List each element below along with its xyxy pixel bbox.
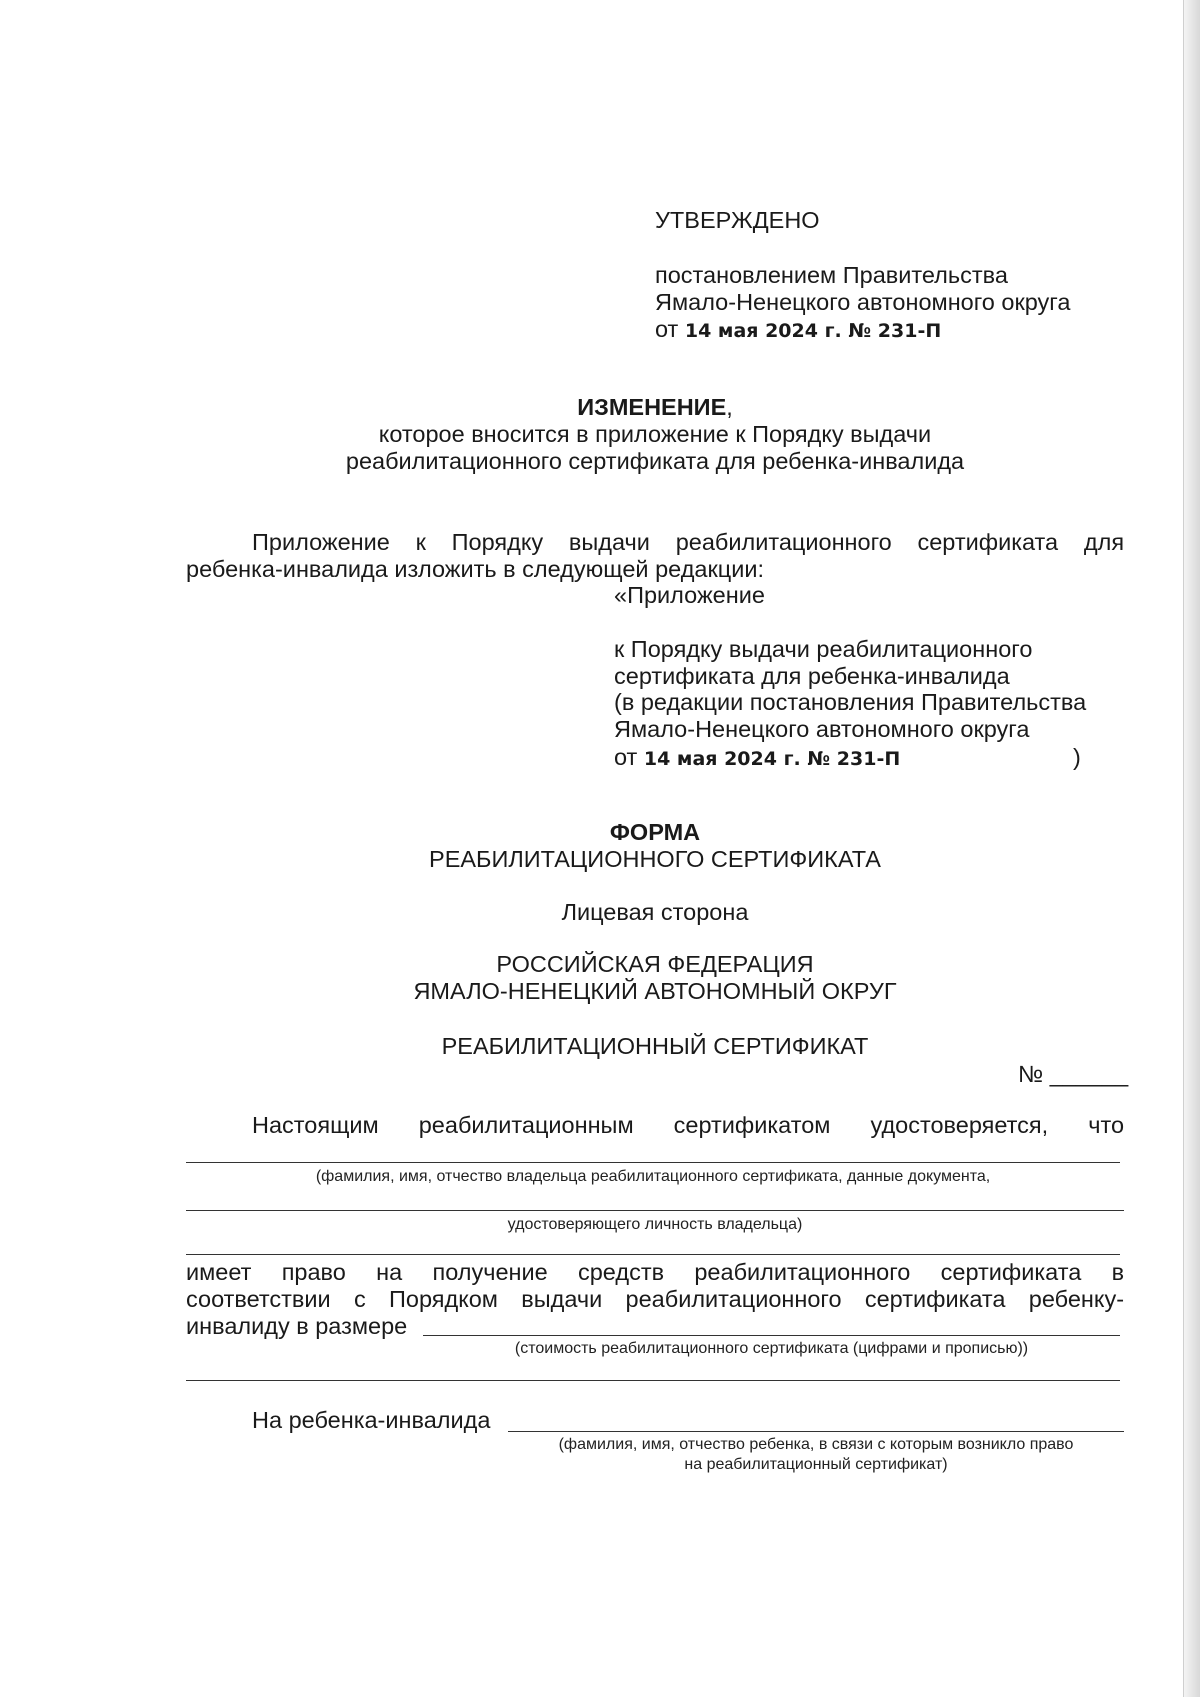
intro-line-2: ребенка-инвалида изложить в следующей редакции: xyxy=(186,556,764,582)
intro-word: выдачи xyxy=(568,529,650,555)
appendix-line-2: сертификата для ребенка-инвалида xyxy=(614,663,1010,689)
amount-blank-line xyxy=(423,1335,1120,1336)
rights-word: средств xyxy=(577,1259,665,1285)
rights-word: реабилитационного xyxy=(625,1286,842,1312)
intro-word: Приложение xyxy=(252,529,390,555)
certify-word: что xyxy=(1088,1112,1125,1138)
approval-line-1: постановлением Правительства xyxy=(655,262,1008,288)
change-heading-title: ИЗМЕНЕНИЕ xyxy=(577,394,727,420)
rights-word: с xyxy=(353,1286,366,1312)
rights-line-3: инвалиду в размере xyxy=(186,1313,408,1339)
rights-word: сертификата xyxy=(940,1259,1082,1285)
approval-date-line xyxy=(655,316,941,345)
form-title: ФОРМА xyxy=(609,819,701,845)
form-certificate-title: РЕАБИЛИТАЦИОННЫЙ СЕРТИФИКАТ xyxy=(441,1033,869,1059)
page-edge xyxy=(1184,0,1200,1697)
appendix-date-prefix: от xyxy=(614,744,638,770)
owner-caption-1: (фамилия, имя, отчество владельца реабилитационного сертификата, данные документа, xyxy=(315,1168,991,1185)
child-caption-1: (фамилия, имя, отчество ребенка, в связи с которым возникло право xyxy=(558,1436,1074,1453)
rights-word: соответствии xyxy=(186,1286,331,1312)
change-heading xyxy=(186,394,1124,421)
appendix-title: «Приложение xyxy=(614,582,765,608)
amount-blank-line-2 xyxy=(186,1380,1120,1381)
certify-line xyxy=(252,1112,1124,1139)
approval-date-prefix: от xyxy=(655,316,679,342)
certify-word: удостоверяется, xyxy=(870,1112,1049,1138)
form-subtitle: РЕАБИЛИТАЦИОННОГО СЕРТИФИКАТА xyxy=(429,846,881,872)
rights-word: ребенку- xyxy=(1028,1286,1125,1312)
intro-word: реабилитационного xyxy=(675,529,892,555)
certificate-number-field: № ______ xyxy=(1018,1061,1129,1087)
change-heading-comma: , xyxy=(726,394,733,420)
child-label: На ребенка-инвалида xyxy=(252,1407,491,1433)
owner-blank-line-3 xyxy=(186,1254,1120,1255)
form-country: РОССИЙСКАЯ ФЕДЕРАЦИЯ xyxy=(496,951,814,977)
appendix-close-paren: ) xyxy=(1073,744,1081,770)
rights-word: выдачи xyxy=(521,1286,603,1312)
appendix-line-4: Ямало-Ненецкого автономного округа xyxy=(614,716,1030,742)
form-region: ЯМАЛО-НЕНЕЦКИЙ АВТОНОМНЫЙ ОКРУГ xyxy=(413,978,897,1004)
rights-line-1 xyxy=(186,1259,1124,1286)
appendix-date: 14 мая 2024 г. № 231-П xyxy=(643,748,901,770)
owner-blank-line-1 xyxy=(186,1162,1120,1163)
form-side: Лицевая сторона xyxy=(561,899,749,925)
approval-date: 14 мая 2024 г. № 231-П xyxy=(684,320,942,342)
intro-word: к xyxy=(415,529,426,555)
appendix-date-line xyxy=(614,744,900,773)
rights-word: имеет xyxy=(186,1259,252,1285)
change-heading-line-1: которое вносится в приложение к Порядку выдачи xyxy=(378,421,932,447)
child-caption-2: на реабилитационный сертификат) xyxy=(684,1456,948,1473)
intro-word: сертификата xyxy=(917,529,1059,555)
rights-word: сертификата xyxy=(864,1286,1006,1312)
amount-caption: (стоимость реабилитационного сертификата (цифрами и прописью)) xyxy=(514,1340,1029,1357)
approval-line-2: Ямало-Ненецкого автономного округа xyxy=(655,289,1071,315)
rights-word: получение xyxy=(432,1259,548,1285)
approval-title: УТВЕРЖДЕНО xyxy=(655,207,820,233)
rights-word: в xyxy=(1111,1259,1125,1285)
intro-word: Порядку xyxy=(451,529,544,555)
change-heading-line-2: реабилитационного сертификата для ребенка-инвалида xyxy=(345,448,965,474)
certify-word: сертификатом xyxy=(673,1112,831,1138)
rights-word: реабилитационного xyxy=(694,1259,911,1285)
appendix-line-3: (в редакции постановления Правительства xyxy=(614,689,1087,715)
owner-caption-2: удостоверяющего личность владельца) xyxy=(507,1216,803,1233)
rights-word: право xyxy=(281,1259,346,1285)
certify-word: Настоящим xyxy=(252,1112,379,1138)
rights-word: на xyxy=(376,1259,403,1285)
intro-word: для xyxy=(1083,529,1125,555)
owner-blank-line-2 xyxy=(186,1210,1124,1211)
rights-word: Порядком xyxy=(388,1286,498,1312)
appendix-line-1: к Порядку выдачи реабилитационного xyxy=(614,636,1033,662)
rights-line-2 xyxy=(186,1286,1124,1313)
child-blank-line xyxy=(508,1431,1124,1432)
certify-word: реабилитационным xyxy=(418,1112,634,1138)
intro-line-1 xyxy=(252,529,1124,556)
